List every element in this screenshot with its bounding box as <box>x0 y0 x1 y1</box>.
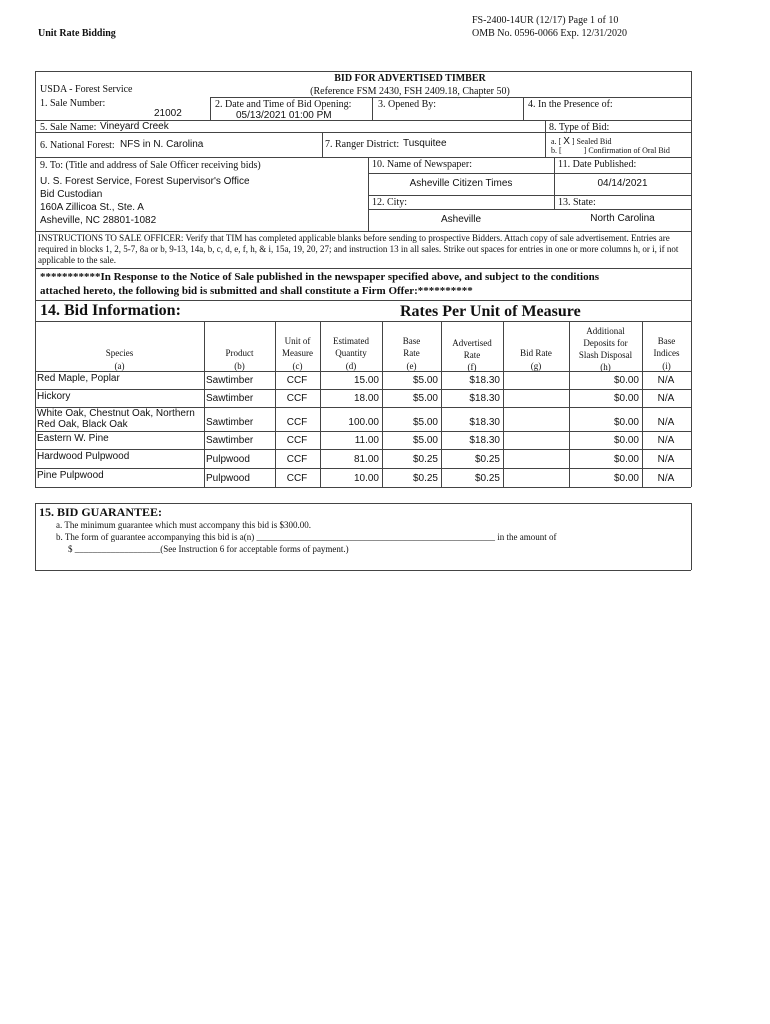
guarantee-form-field[interactable]: b. The form of guarantee accompanying this bid is a(n) _____________________________________________________ in the amount of <box>56 532 557 542</box>
column-header-text: Unit of <box>284 336 311 346</box>
bid-cell-product: Sawtimber <box>206 417 254 428</box>
bid-cell-qty: 10.00 <box>353 473 379 484</box>
bid-cell-product: Pulpwood <box>206 473 250 484</box>
bid-cell-product: Pulpwood <box>206 454 250 465</box>
bid-cell-adv: $0.25 <box>474 454 500 465</box>
bid-cell-slash: $0.00 <box>613 473 639 484</box>
bid-cell-slash: $0.00 <box>613 454 639 465</box>
bid-cell-base: $0.25 <box>412 454 438 465</box>
bid-cell-unit: CCF <box>286 435 308 446</box>
column-header-text: (a) <box>114 361 125 371</box>
column-header-text: Estimated <box>333 336 369 346</box>
sale-officer-address[interactable] <box>40 175 250 227</box>
bid-cell-qty: 11.00 <box>354 435 379 446</box>
bid-cell-indices: N/A <box>657 375 675 386</box>
national-forest-value[interactable]: NFS in N. Carolina <box>120 139 204 150</box>
bid-type-label: 8. Type of Bid: <box>549 122 610 133</box>
newspaper-label: 10. Name of Newspaper: <box>372 159 472 170</box>
column-header-text: Indices <box>653 348 680 358</box>
column-header-text: Deposits for <box>583 338 628 348</box>
column-header-text: (f) <box>467 362 477 372</box>
column-header-text: Rate <box>403 348 420 358</box>
firm-offer-line-2: attached hereto, the following bid is submitted and shall constitute a Firm Offer:********** <box>40 285 473 297</box>
bid-cell-species: Eastern W. Pine <box>37 433 109 444</box>
state-value[interactable]: North Carolina <box>590 213 655 224</box>
bid-cell-species: Hickory <box>37 391 71 402</box>
bid-cell-base: $0.25 <box>412 473 438 484</box>
agency-name: USDA - Forest Service <box>40 84 133 95</box>
address-line: U. S. Forest Service, Forest Supervisor's Office <box>40 176 250 187</box>
oral-bid-option[interactable] <box>551 146 670 155</box>
column-header-text: (i) <box>662 361 671 371</box>
sale-number-value[interactable]: 21002 <box>154 108 182 119</box>
column-header-text: Bid Rate <box>520 348 552 358</box>
oral-bid-bracket: b. [ <box>551 146 562 155</box>
bid-cell-slash: $0.00 <box>613 375 639 386</box>
column-header-text: Additional <box>586 326 625 336</box>
sale-name-label: 5. Sale Name: <box>40 122 97 133</box>
column-header-text: (d) <box>345 361 357 371</box>
guarantee-heading: 15. BID GUARANTEE: <box>39 505 163 519</box>
city-value[interactable]: Asheville <box>440 214 482 225</box>
bid-cell-unit: CCF <box>286 393 308 404</box>
bid-cell-qty: 15.00 <box>353 375 379 386</box>
sale-name-value[interactable]: Vineyard Creek <box>100 121 169 132</box>
bid-cell-unit: CCF <box>286 473 308 484</box>
bid-cell-qty: 100.00 <box>348 417 379 428</box>
bid-cell-product: Sawtimber <box>206 393 254 404</box>
bid-cell-base: $5.00 <box>412 393 438 404</box>
form-short-title: Unit Rate Bidding <box>38 28 116 39</box>
omb-number: OMB No. 0596-0066 Exp. 12/31/2020 <box>472 28 627 39</box>
column-header-text: (e) <box>406 361 417 371</box>
guarantee-minimum: a. The minimum guarantee which must accompany this bid is $300.00. <box>56 520 312 530</box>
bid-cell-species: Pine Pulpwood <box>37 470 104 481</box>
bid-cell-unit: CCF <box>286 375 308 386</box>
bid-cell-indices: N/A <box>657 435 675 446</box>
opened-by-label: 3. Opened By: <box>378 99 437 110</box>
bid-cell-base: $5.00 <box>412 375 438 386</box>
column-header-text: (c) <box>292 361 303 371</box>
column-header-text: Rate <box>463 350 481 360</box>
address-line: Bid Custodian <box>40 189 103 200</box>
bid-cell-species: Hardwood Pulpwood <box>37 451 130 462</box>
column-header-text: Species <box>105 348 134 358</box>
bid-opening-value[interactable]: 05/13/2021 01:00 PM <box>236 110 332 121</box>
column-header-text: (g) <box>530 361 542 371</box>
bid-cell-product: Sawtimber <box>206 375 254 386</box>
address-line: 160A Zillicoa St., Ste. A <box>40 202 144 213</box>
city-label: 12. City: <box>372 197 408 208</box>
bid-cell-adv: $18.30 <box>469 393 500 404</box>
bid-cell-qty: 18.00 <box>353 393 379 404</box>
sale-officer-instructions: INSTRUCTIONS TO SALE OFFICER: Verify that TIM has completed applicable blanks before sending to prospective Bidders. Attach copy of sale advertisement. Entries are required in blocks 1, 2, 5-7, 8a or b, 9-13, 14a, b, c, d, e, f, h, & i, 15a, 19, 20, 27; and instruction 13 in all sales. Strike out spaces for entries in one or more columns h, or i, if not applicable to the sale. <box>38 233 679 265</box>
bid-cell-product: Sawtimber <box>206 435 254 446</box>
bid-cell-base: $5.00 <box>412 435 438 446</box>
bid-cell-slash: $0.00 <box>613 435 639 446</box>
form-title: BID FOR ADVERTISED TIMBER <box>334 73 486 84</box>
oral-bid-label: ] Confirmation of Oral Bid <box>583 146 670 155</box>
column-header-text: Product <box>225 348 254 358</box>
column-header-text: Slash Disposal <box>578 350 633 360</box>
column-header-text: Base <box>402 336 421 346</box>
form-number: FS-2400-14UR (12/17) Page 1 of 10 <box>472 15 619 26</box>
bid-cell-indices: N/A <box>657 393 675 404</box>
sealed-bid-bracket: a. [ <box>551 137 562 146</box>
state-label: 13. State: <box>558 197 596 208</box>
bid-cell-indices: N/A <box>657 417 675 428</box>
column-header-text: Measure <box>282 348 313 358</box>
date-published-label: 11. Date Published: <box>558 159 637 170</box>
presence-label: 4. In the Presence of: <box>528 99 613 110</box>
sealed-bid-label: ] Sealed Bid <box>571 137 612 146</box>
address-line: Asheville, NC 28801-1082 <box>40 215 157 226</box>
sale-number-label: 1. Sale Number: <box>40 98 106 109</box>
bid-cell-adv: $18.30 <box>469 435 500 446</box>
bid-information-heading: 14. Bid Information: <box>40 302 181 319</box>
bid-cell-slash: $0.00 <box>613 417 639 428</box>
newspaper-value[interactable]: Asheville Citizen Times <box>409 178 513 189</box>
bid-cell-qty: 81.00 <box>353 454 379 465</box>
guarantee-amount-field[interactable]: $ ___________________(See Instruction 6 for acceptable forms of payment.) <box>68 544 349 554</box>
date-published-value[interactable]: 04/14/2021 <box>597 178 648 189</box>
bid-cell-adv: $0.25 <box>474 473 500 484</box>
bid-cell-indices: N/A <box>657 454 675 465</box>
ranger-district-label: 7. Ranger District: <box>325 139 400 150</box>
national-forest-label: 6. National Forest: <box>40 140 115 151</box>
sale-officer-label: 9. To: (Title and address of Sale Officer receiving bids) <box>40 160 261 171</box>
column-header-text: Base <box>657 336 676 346</box>
bid-cell-slash: $0.00 <box>613 393 639 404</box>
firm-offer-line-1: ***********In Response to the Notice of Sale published in the newspaper specified above, and subject to the conditions <box>40 271 600 283</box>
bid-cell-base: $5.00 <box>412 417 438 428</box>
bid-cell-indices: N/A <box>657 473 675 484</box>
bid-opening-label: 2. Date and Time of Bid Opening: <box>215 99 352 110</box>
bid-cell-species: Red Maple, Poplar <box>37 373 120 384</box>
bid-cell-species: White Oak, Chestnut Oak, Northern Red Oak, Black Oak <box>37 408 195 430</box>
column-header-text: (h) <box>600 362 611 372</box>
ranger-district-value[interactable]: Tusquitee <box>403 138 447 149</box>
column-header-text: (b) <box>234 361 245 371</box>
form-reference: (Reference FSM 2430, FSH 2409.18, Chapter 50) <box>310 86 510 97</box>
sealed-bid-checkmark: X <box>563 136 570 147</box>
bid-cell-unit: CCF <box>286 454 308 465</box>
bid-cell-adv: $18.30 <box>469 417 500 428</box>
bid-cell-adv: $18.30 <box>469 375 500 386</box>
rates-heading: Rates Per Unit of Measure <box>400 303 581 320</box>
column-header-text: Advertised <box>452 338 492 348</box>
bid-cell-unit: CCF <box>286 417 308 428</box>
column-header-text: Quantity <box>335 348 367 358</box>
